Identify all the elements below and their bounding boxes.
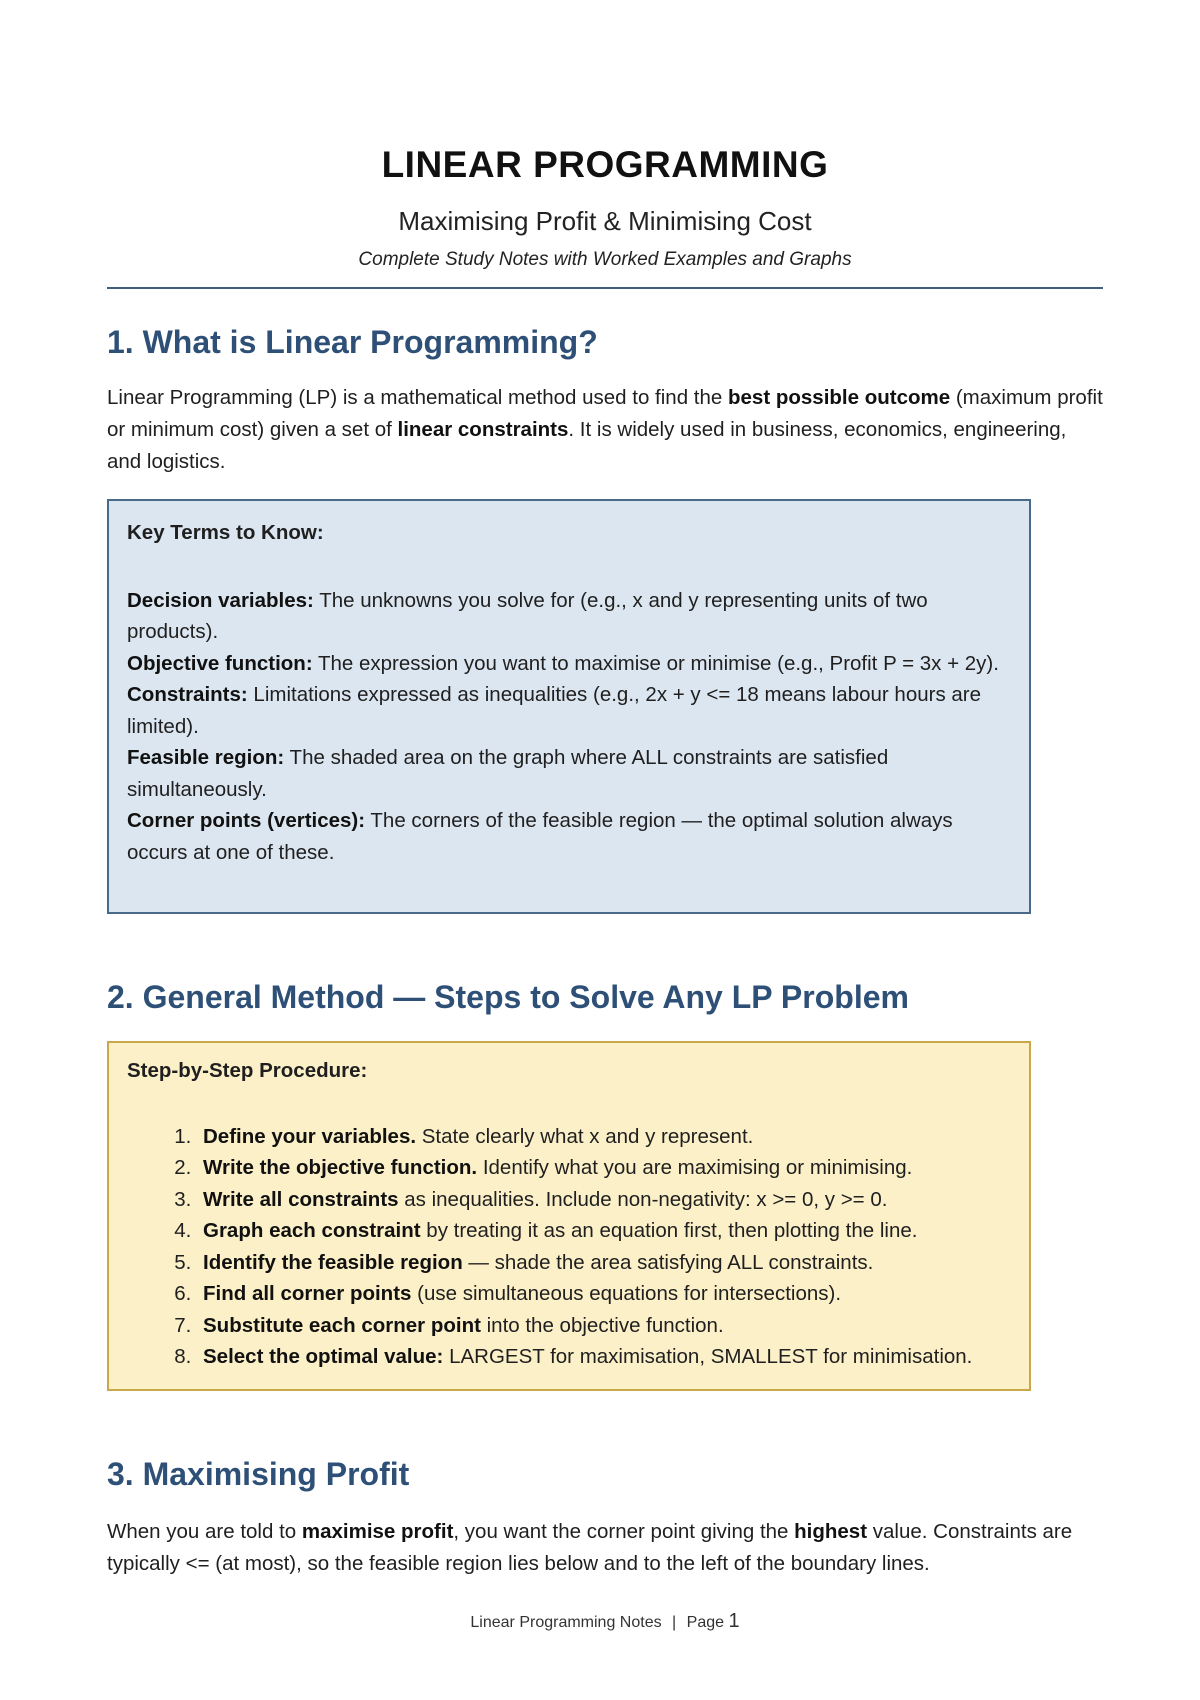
section3-heading: 3. Maximising Profit	[107, 1456, 410, 1492]
document-title: LINEAR PROGRAMMING	[381, 144, 829, 185]
footer-label: Linear Programming Notes	[470, 1614, 662, 1631]
section1-intro: Linear Programming (LP) is a mathematical method used to find the best possible outcome (maximum profit or minimum cost) given a set of linear constraints. It is widely used in business, economics, engineering, and logistics.	[107, 386, 1103, 473]
procedure-step: 8. Select the optimal value: LARGEST for maximisation, SMALLEST for minimisation.	[197, 1341, 1011, 1373]
procedure-title: Step-by-Step Procedure:	[127, 1059, 368, 1082]
key-term-feasible-region: Feasible region: The shaded area on the graph where ALL constraints are satisfied simultaneously.	[127, 746, 889, 801]
section2-heading: 2. General Method — Steps to Solve Any LP Problem	[107, 979, 909, 1015]
procedure-step: 3. Write all constraints as inequalities. Include non-negativity: x >= 0, y >= 0.	[197, 1184, 1011, 1216]
footer-separator: |	[672, 1614, 677, 1631]
procedure-step: 7. Substitute each corner point into the objective function.	[197, 1310, 1011, 1342]
procedure-step: 2. Write the objective function. Identify what you are maximising or minimising.	[197, 1152, 1011, 1184]
footer-page-number: 1	[728, 1610, 740, 1632]
procedure-step: 5. Identify the feasible region — shade the area satisfying ALL constraints.	[197, 1247, 1011, 1279]
key-term-objective-function: Objective function: The expression you want to maximise or minimise (e.g., Profit P = 3x + 2y).	[127, 651, 999, 675]
procedure-step: 6. Find all corner points (use simultaneous equations for intersections).	[197, 1278, 1011, 1310]
key-term-corner-points: Corner points (vertices): The corners of the feasible region — the optimal solution always occurs at one of these.	[127, 809, 953, 864]
key-term-constraints: Constraints: Limitations expressed as inequalities (e.g., 2x + y <= 18 means labour hours are limited).	[127, 683, 982, 738]
key-terms-title: Key Terms to Know:	[127, 521, 324, 544]
procedure-steps-list	[127, 1121, 1011, 1373]
key-term-decision-variables: Decision variables: The unknowns you solve for (e.g., x and y representing units of two products).	[127, 588, 928, 643]
section1-heading: 1. What is Linear Programming?	[107, 324, 598, 360]
footer-page-label: Page	[686, 1614, 725, 1631]
procedure-box	[107, 1041, 1031, 1391]
header-divider	[107, 287, 1103, 289]
page-footer	[107, 1610, 1103, 1633]
procedure-step: 4. Graph each constraint by treating it as an equation first, then plotting the line.	[197, 1215, 1011, 1247]
procedure-step: 1. Define your variables. State clearly what x and y represent.	[197, 1121, 1011, 1153]
key-terms-box	[107, 499, 1031, 914]
section3-intro: When you are told to maximise profit, you want the corner point giving the highest value. Constraints are typically <= (at most), so the feasible region lies below and to the left of the boundary lines.	[107, 1520, 1073, 1575]
document-subtitle: Maximising Profit & Minimising Cost	[398, 206, 812, 236]
document-tagline: Complete Study Notes with Worked Examples and Graphs	[358, 249, 852, 270]
